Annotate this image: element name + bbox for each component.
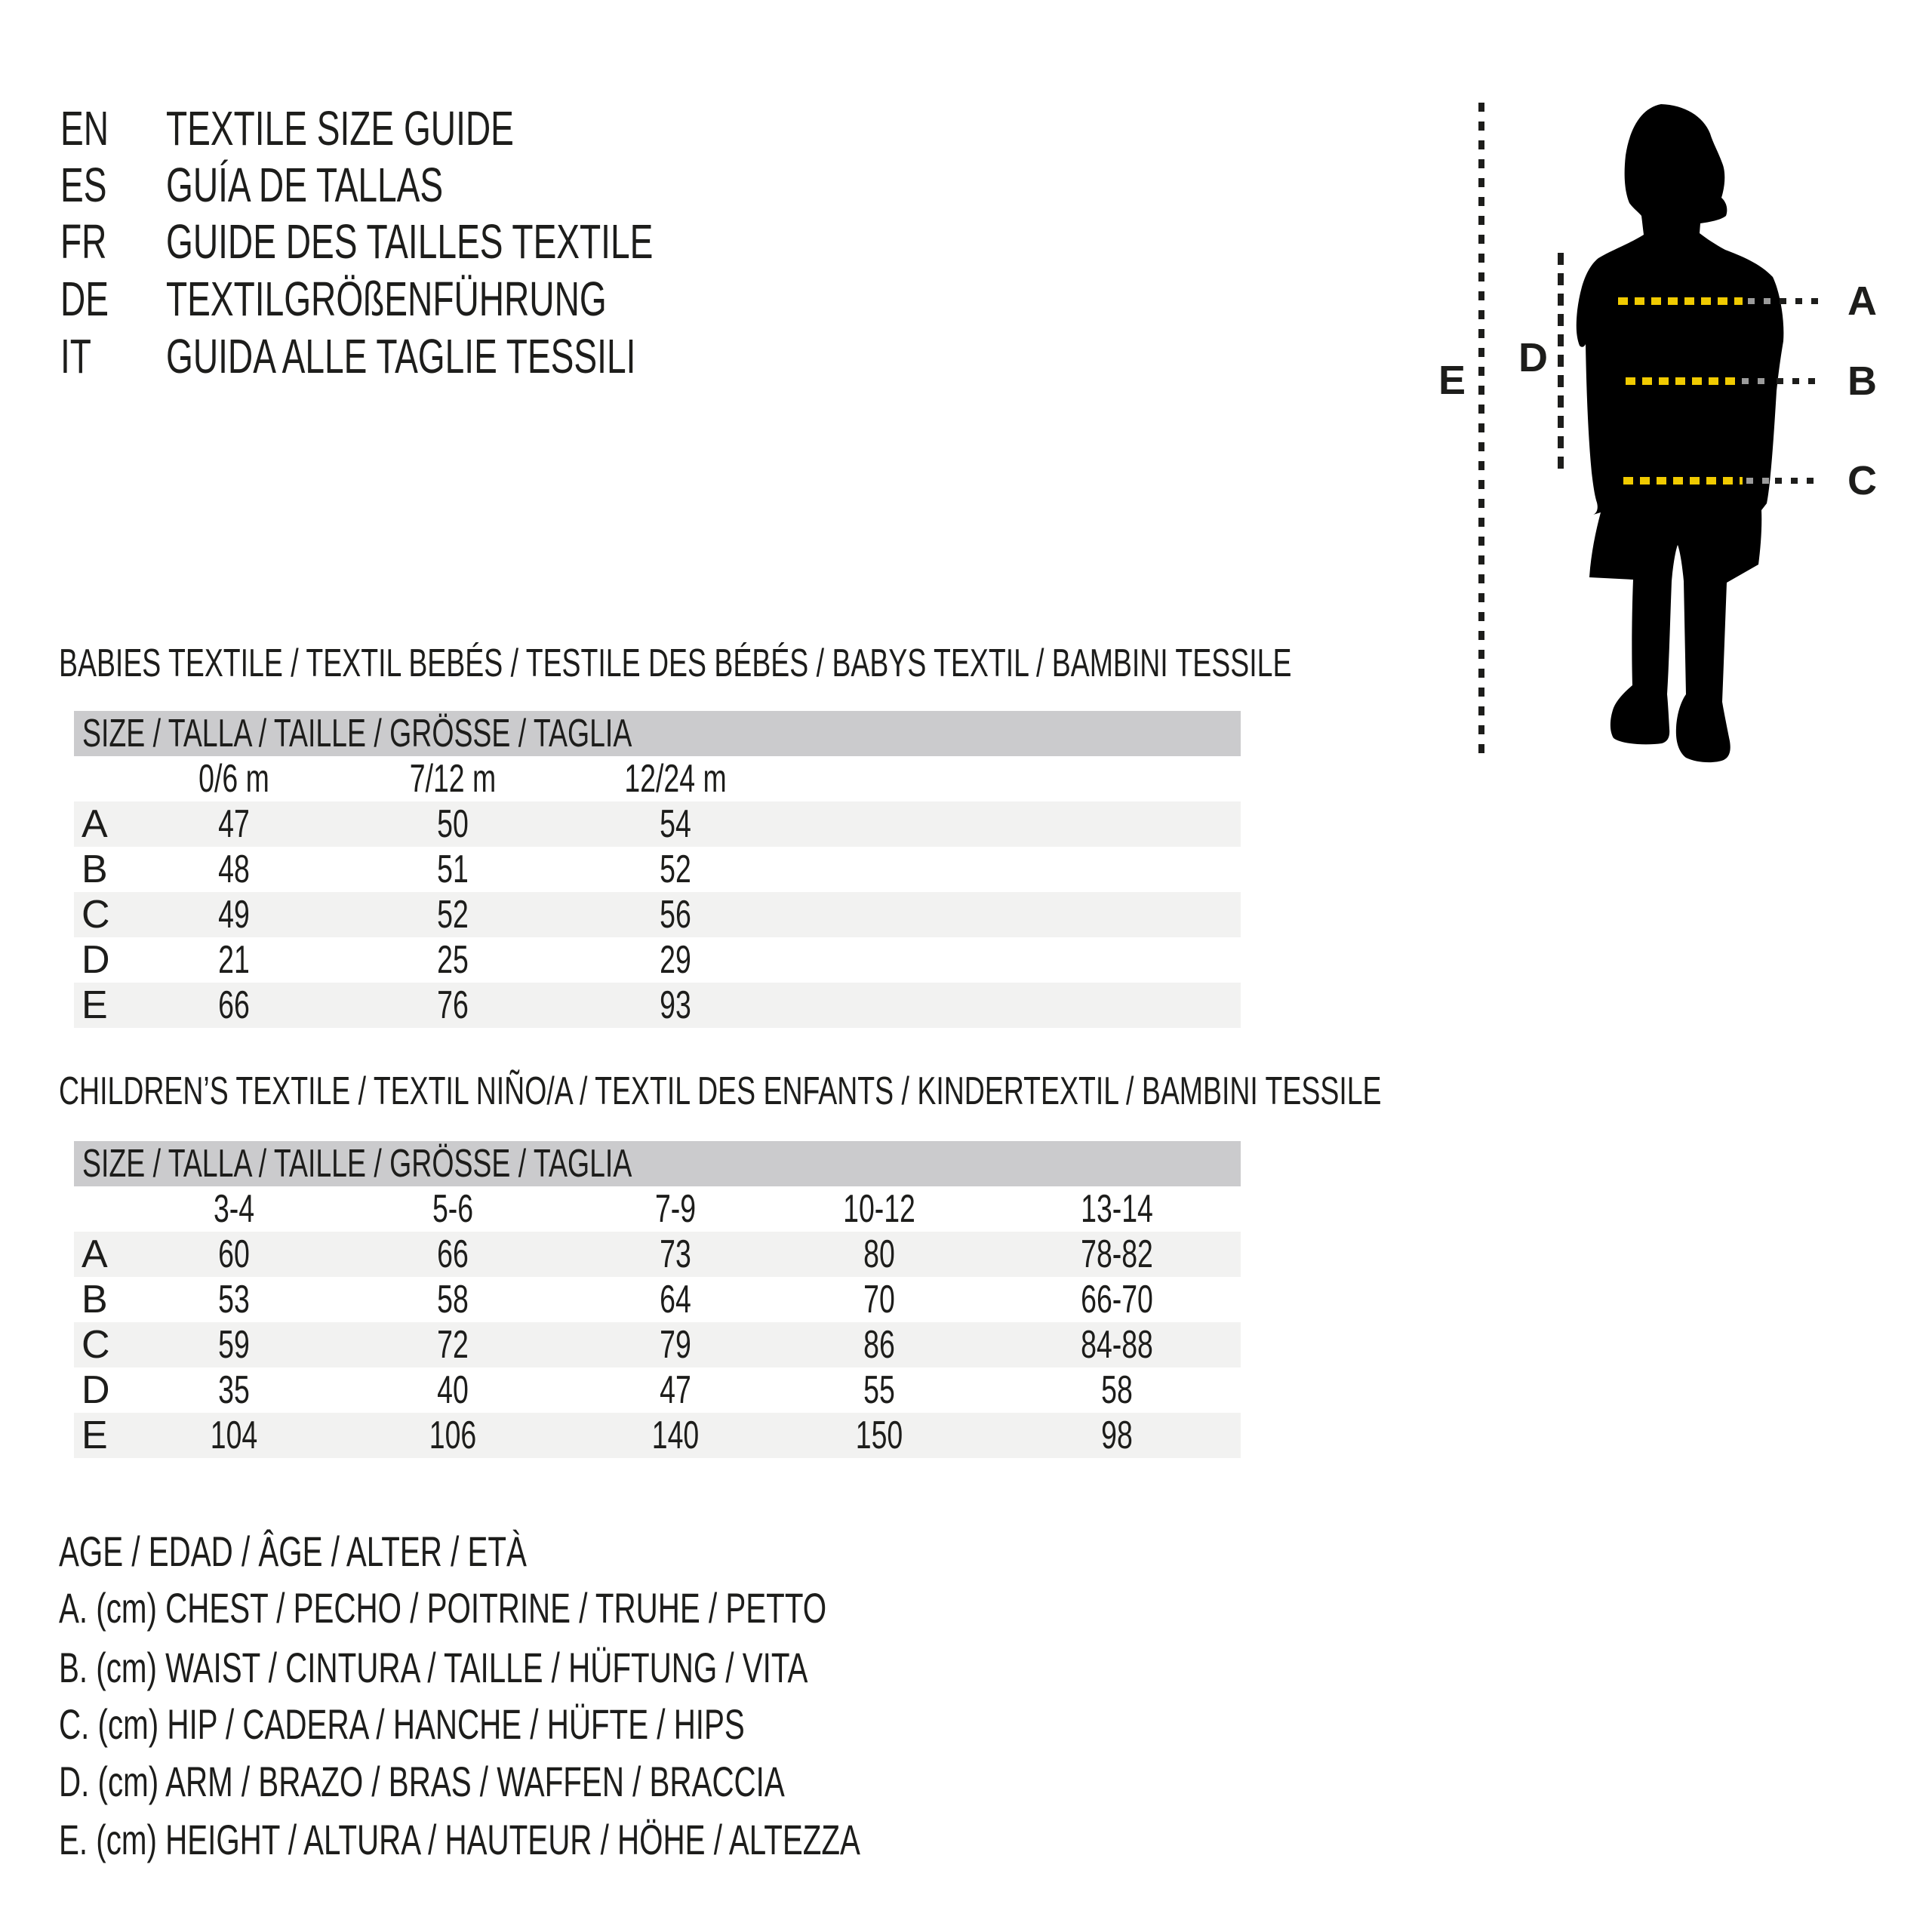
lang-title-es: GUÍA DE TALLAS xyxy=(166,158,444,212)
babies-cell: 52 xyxy=(437,893,469,937)
children-cell: 59 xyxy=(218,1323,250,1367)
babies-row-C-label: C xyxy=(82,893,110,937)
children-cell: 60 xyxy=(218,1232,250,1276)
children-cell: 140 xyxy=(651,1414,700,1457)
babies-cell: 47 xyxy=(218,802,250,846)
figure-label-waist-B: B xyxy=(1847,358,1877,404)
babies-row-D-label: D xyxy=(82,938,110,982)
measurement-figure xyxy=(1434,60,1932,800)
children-cell: 98 xyxy=(1101,1414,1133,1457)
legend-waist: B. (cm) WAIST / CINTURA / TAILLE / HÜFTUNG / VITA xyxy=(59,1644,808,1691)
babies-cell: 76 xyxy=(437,983,469,1027)
babies-cell: 21 xyxy=(218,938,250,982)
children-cell: 150 xyxy=(855,1414,903,1457)
children-section-title: CHILDREN’S TEXTILE / TEXTIL NIÑO/A / TEXTIL DES ENFANTS / KINDERTEXTIL / BAMBINI TESSILE xyxy=(59,1069,1382,1113)
babies-cell: 29 xyxy=(660,938,691,982)
lang-code-en: EN xyxy=(60,101,109,155)
children-cell: 86 xyxy=(863,1323,895,1367)
babies-cell: 93 xyxy=(660,983,691,1027)
children-cell: 55 xyxy=(863,1368,895,1412)
babies-col-12-24m: 12/24 m xyxy=(624,757,727,801)
figure-label-height-E: E xyxy=(1438,358,1466,403)
children-cell: 35 xyxy=(218,1368,250,1412)
children-cell: 73 xyxy=(660,1232,691,1276)
children-col-3-4: 3-4 xyxy=(213,1187,255,1231)
figure-label-chest-A: A xyxy=(1847,278,1877,324)
children-col-10-12: 10-12 xyxy=(843,1187,915,1231)
children-row-B-label: B xyxy=(82,1278,108,1321)
babies-cell: 25 xyxy=(437,938,469,982)
children-cell: 78-82 xyxy=(1081,1232,1153,1276)
legend-age: AGE / EDAD / ÂGE / ALTER / ETÀ xyxy=(59,1527,527,1575)
children-col-7-9: 7-9 xyxy=(654,1187,697,1231)
children-cell: 58 xyxy=(437,1278,469,1321)
children-cell: 66 xyxy=(437,1232,469,1276)
children-cell: 79 xyxy=(660,1323,691,1367)
babies-row-E-label: E xyxy=(82,983,108,1027)
babies-cell: 56 xyxy=(660,893,691,937)
legend-chest: A. (cm) CHEST / PECHO / POITRINE / TRUHE / PETTO xyxy=(59,1584,827,1632)
children-cell: 40 xyxy=(437,1368,469,1412)
children-cell: 106 xyxy=(429,1414,477,1457)
babies-cell: 48 xyxy=(218,848,250,891)
lang-title-it: GUIDA ALLE TAGLIE TESSILI xyxy=(166,329,636,383)
figure-label-arm-D: D xyxy=(1518,335,1548,380)
children-cell: 70 xyxy=(863,1278,895,1321)
children-row-D-label: D xyxy=(82,1368,110,1412)
children-cell: 72 xyxy=(437,1323,469,1367)
lang-title-en: TEXTILE SIZE GUIDE xyxy=(166,101,514,155)
children-cell: 84-88 xyxy=(1081,1323,1153,1367)
children-col-5-6: 5-6 xyxy=(432,1187,474,1231)
children-size-header-bar: SIZE / TALLA / TAILLE / GRÖSSE / TAGLIA xyxy=(74,1141,1241,1186)
babies-size-header-bar: SIZE / TALLA / TAILLE / GRÖSSE / TAGLIA xyxy=(74,711,1241,756)
babies-cell: 54 xyxy=(660,802,691,846)
children-cell: 58 xyxy=(1101,1368,1133,1412)
children-cell: 53 xyxy=(218,1278,250,1321)
lang-code-fr: FR xyxy=(60,214,107,269)
babies-row-B-label: B xyxy=(82,848,108,891)
babies-section-title: BABIES TEXTILE / TEXTIL BEBÉS / TESTILE DES BÉBÉS / BABYS TEXTIL / BAMBINI TESSILE xyxy=(59,641,1292,685)
legend-height: E. (cm) HEIGHT / ALTURA / HAUTEUR / HÖHE / ALTEZZA xyxy=(59,1816,860,1863)
lang-title-de: TEXTILGRÖßENFÜHRUNG xyxy=(166,272,607,326)
babies-col-7-12m: 7/12 m xyxy=(409,757,497,801)
babies-row-A-label: A xyxy=(82,802,108,846)
children-cell: 104 xyxy=(210,1414,258,1457)
babies-cell: 51 xyxy=(437,848,469,891)
babies-col-0-6m: 0/6 m xyxy=(198,757,269,801)
lang-title-fr: GUIDE DES TAILLES TEXTILE xyxy=(166,214,654,269)
children-row-C-label: C xyxy=(82,1323,110,1367)
children-cell: 66-70 xyxy=(1081,1278,1153,1321)
children-row-E-label: E xyxy=(82,1414,108,1457)
children-row-A-label: A xyxy=(82,1232,108,1276)
lang-code-it: IT xyxy=(60,329,91,383)
legend-arm: D. (cm) ARM / BRAZO / BRAS / WAFFEN / BRACCIA xyxy=(59,1758,785,1805)
babies-cell: 66 xyxy=(218,983,250,1027)
lang-code-es: ES xyxy=(60,158,107,212)
babies-cell: 49 xyxy=(218,893,250,937)
children-col-13-14: 13-14 xyxy=(1081,1187,1153,1231)
children-cell: 47 xyxy=(660,1368,691,1412)
babies-cell: 52 xyxy=(660,848,691,891)
lang-code-de: DE xyxy=(60,272,109,326)
babies-cell: 50 xyxy=(437,802,469,846)
children-cell: 80 xyxy=(863,1232,895,1276)
children-cell: 64 xyxy=(660,1278,691,1321)
figure-label-hip-C: C xyxy=(1847,458,1877,503)
legend-hip: C. (cm) HIP / CADERA / HANCHE / HÜFTE / HIPS xyxy=(59,1700,745,1748)
